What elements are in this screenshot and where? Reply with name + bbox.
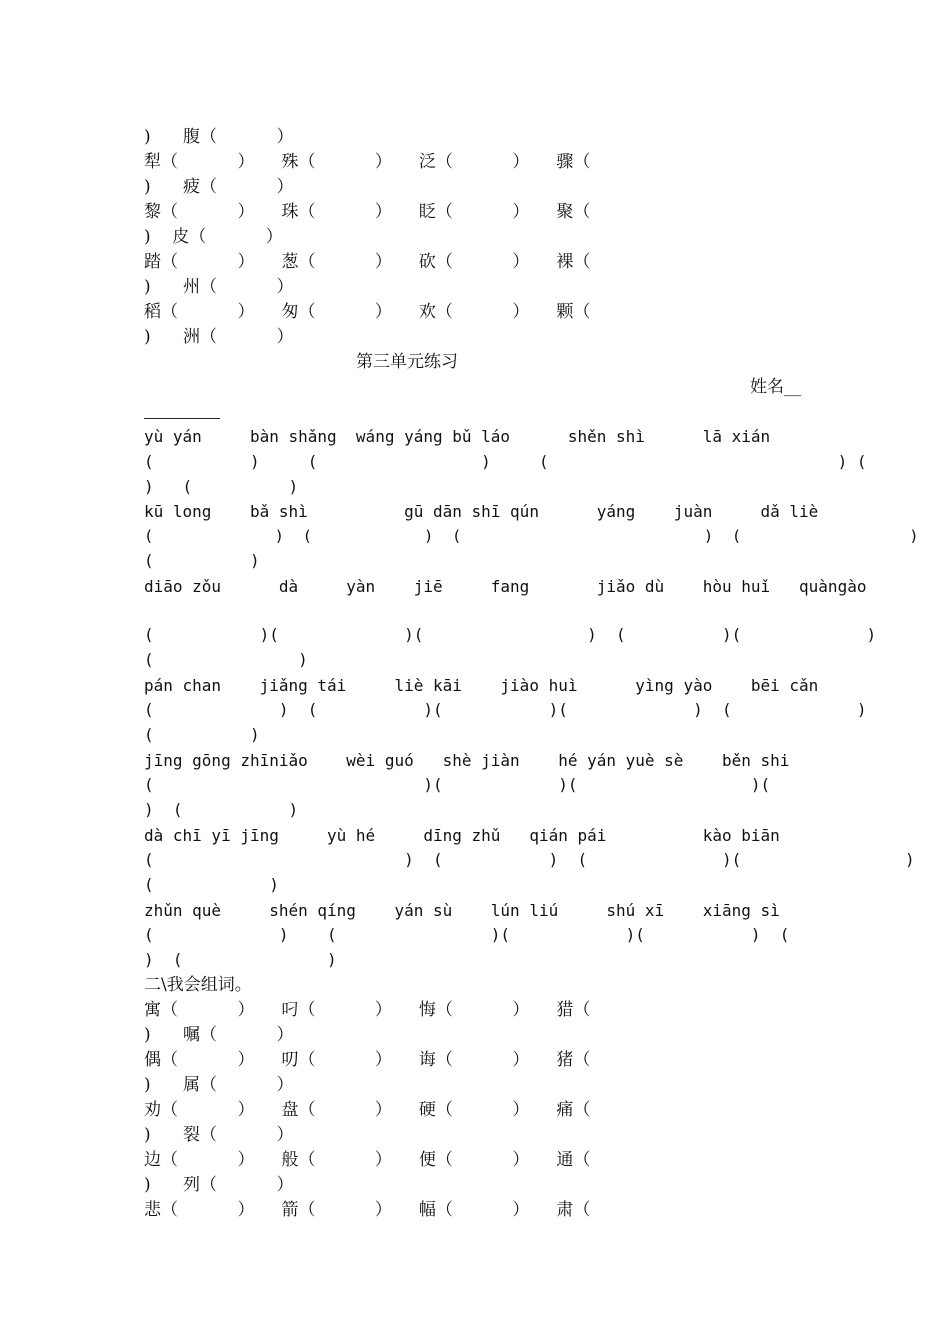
text-line: ) 嘱（ ） <box>144 1025 294 1045</box>
text-line: ) 州（ ） <box>144 277 294 297</box>
answer-brackets: ( ) <box>144 725 260 744</box>
text-line: 偶（ ） 叨（ ） 诲（ ） 猪（ <box>144 1050 591 1070</box>
text-line: ) 洲（ ） <box>144 327 294 347</box>
answer-brackets: ( ) <box>144 650 308 669</box>
answer-brackets: ) ( ) <box>144 477 299 496</box>
text-line: ) 属（ ） <box>144 1075 294 1095</box>
answer-brackets: ( ) ( ) ( ) ( ) <box>144 527 919 545</box>
answer-brackets: ) ( ) <box>144 800 299 819</box>
pinyin-line: diāo zǒu dà yàn jiē fang jiǎo dù hòu huǐ quàngào <box>144 577 867 596</box>
text-line: ) 列（ ） <box>144 1175 294 1195</box>
text-line: ) 皮（ ） <box>144 227 283 247</box>
answer-brackets: ( )( )( ) ( )( ) <box>144 625 877 644</box>
section-heading: 二\我会组词。 <box>144 975 252 995</box>
text-line: 寓（ ） 叼（ ） 悔（ ） 猎（ <box>144 1000 591 1020</box>
pinyin-line: dà chī yī jīng yù hé dīng zhǔ qián pái kào biān <box>144 826 780 845</box>
text-line: ) 腹（ ） <box>144 127 294 147</box>
text-line: 犁（ ） 殊（ ） 泛（ ） 骤（ <box>144 152 591 172</box>
name-underline <box>144 418 220 419</box>
answer-brackets: ( ) <box>144 551 260 570</box>
text-line: ) 疲（ ） <box>144 177 294 197</box>
pinyin-line: zhǔn què shén qíng yán sù lún liú shú xī xiāng sì <box>144 901 780 920</box>
text-line: 边（ ） 般（ ） 便（ ） 通（ <box>144 1150 591 1170</box>
text-line: 稻（ ） 匆（ ） 欢（ ） 颗（ <box>144 302 591 322</box>
answer-brackets: ( ) <box>144 875 279 894</box>
section-title: 第三单元练习 <box>356 352 458 372</box>
pinyin-line: kū long bǎ shì gū dān shī qún yáng juàn dǎ liè <box>144 502 819 521</box>
pinyin-line: jīng gōng zhīniǎo wèi guó shè jiàn hé yán yuè sè běn shi <box>144 751 790 770</box>
text-line: ) 裂（ ） <box>144 1125 294 1145</box>
answer-brackets: ( ) ( )( )( ) ( <box>144 925 790 944</box>
text-line: 黎（ ） 珠（ ） 眨（ ） 聚（ <box>144 202 591 222</box>
answer-brackets: ( ) ( )( )( ) ( ) <box>144 700 867 719</box>
text-line: 劝（ ） 盘（ ） 硬（ ） 痛（ <box>144 1100 591 1120</box>
answer-brackets: ( ) ( ) ( ) ( <box>144 452 867 471</box>
answer-brackets: ( )( )( )( <box>144 775 771 794</box>
answer-brackets: ) ( ) <box>144 950 337 969</box>
name-label: 姓名__ <box>750 377 801 397</box>
pinyin-line: yù yán bàn shǎng wáng yáng bǔ láo shěn shì lā xián <box>144 427 771 446</box>
answer-brackets: ( ) ( ) ( )( ) <box>144 850 915 869</box>
text-line: 悲（ ） 箭（ ） 幅（ ） 肃（ <box>144 1200 591 1220</box>
pinyin-line: pán chan jiǎng tái liè kāi jiào huì yìng yào bēi cǎn <box>144 676 819 695</box>
text-line: 踏（ ） 葱（ ） 砍（ ） 裸（ <box>144 252 591 272</box>
